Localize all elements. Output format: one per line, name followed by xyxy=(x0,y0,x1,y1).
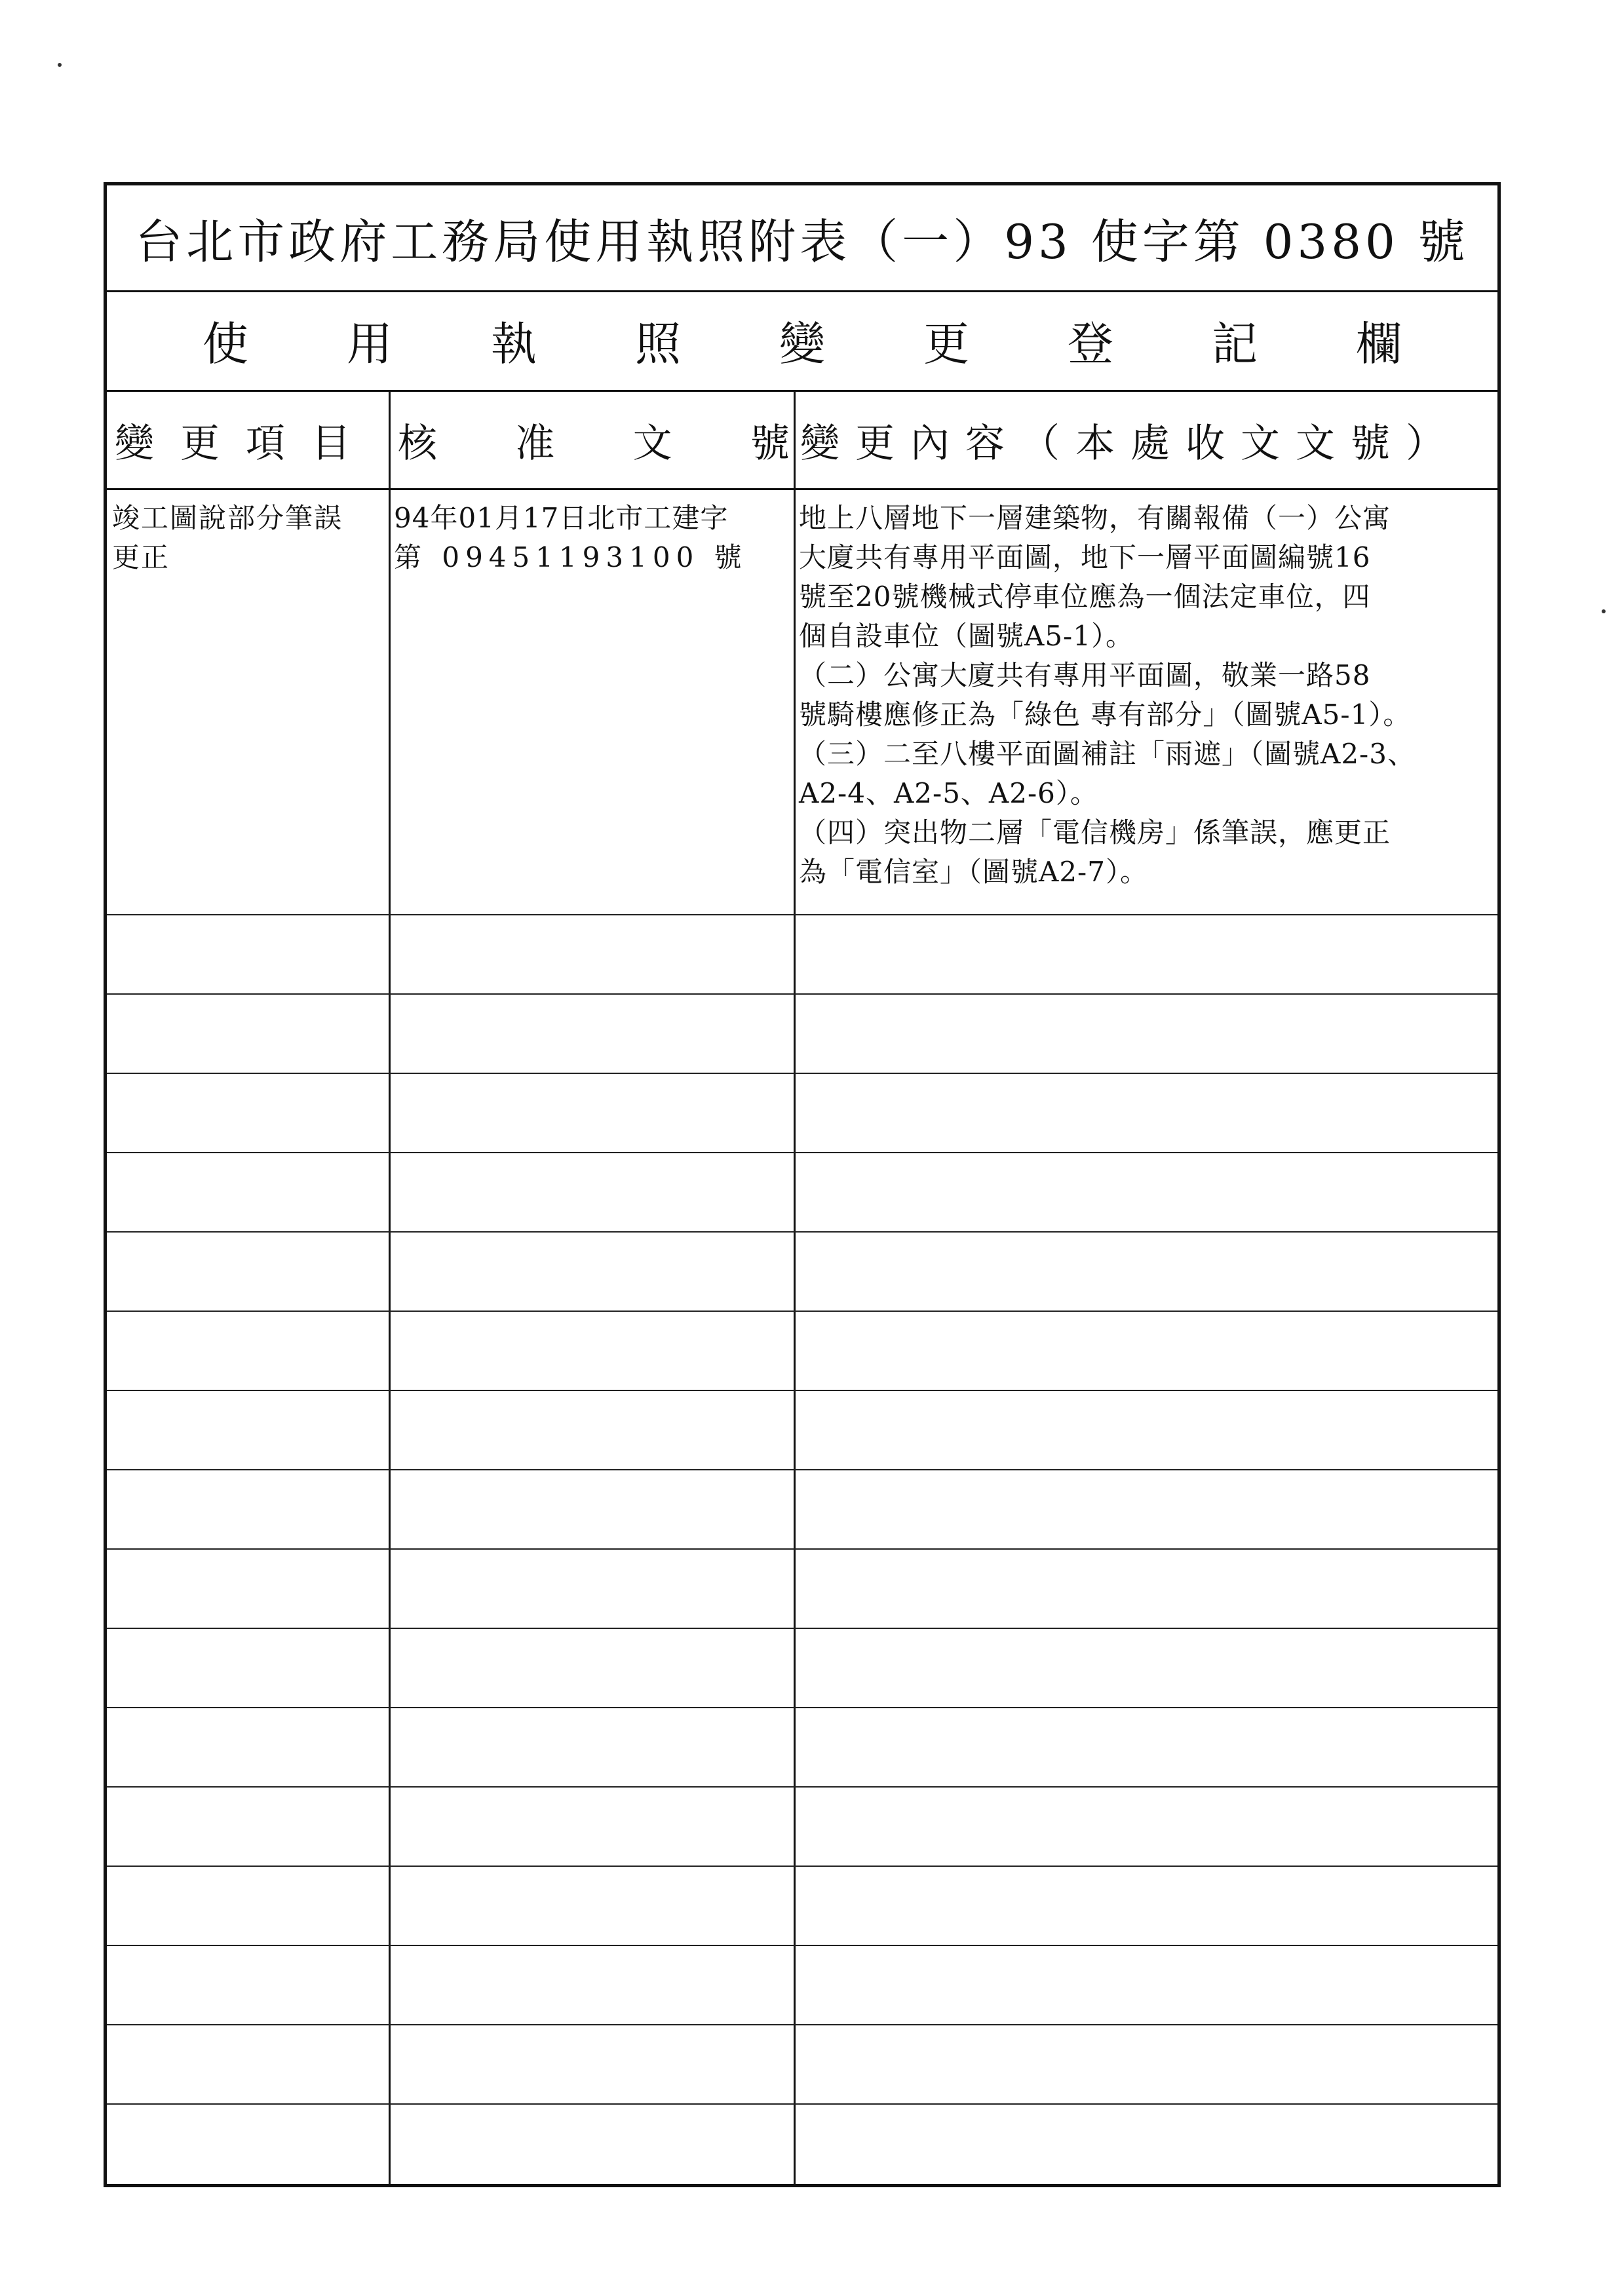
header-approval-char: 准 xyxy=(515,420,555,467)
scan-speck xyxy=(58,63,62,67)
text-line: 號至20號機械式停車位應為一個法定車位，四 xyxy=(799,581,1371,613)
form-subtitle: 使用執照變更登記欄 xyxy=(107,290,1497,392)
text-line: 為「電信室」（圖號A2-7）。 xyxy=(799,856,1148,888)
scan-speck xyxy=(1602,609,1606,613)
row-1-change-item xyxy=(112,499,387,577)
row-divider xyxy=(107,2024,1497,2025)
row-divider xyxy=(107,1152,1497,1153)
header-change-content: 變更內容（本處收文文號） xyxy=(795,392,1501,490)
text-line: 號騎樓應修正為「綠色 專有部分」（圖號A5-1）。 xyxy=(799,698,1412,731)
text-line: A2-4、A2-5、A2-6）。 xyxy=(799,777,1098,809)
row-divider xyxy=(107,1866,1497,1867)
header-change-item: 變更項目 xyxy=(107,392,390,490)
license-change-form xyxy=(104,182,1501,2187)
text-line: （四）突出物二層「電信機房」係筆誤，應更正 xyxy=(799,816,1391,849)
form-title: 台北市政府工務局使用執照附表（一）93 使字第 0380 號 xyxy=(107,185,1497,292)
row-divider xyxy=(107,1390,1497,1391)
row-divider xyxy=(107,1469,1497,1470)
row-divider xyxy=(107,1311,1497,1312)
header-approval-char: 號 xyxy=(750,420,790,467)
column-divider xyxy=(794,392,796,2184)
row-1-change-content xyxy=(799,499,1501,892)
header-approval-doc-number xyxy=(390,392,795,490)
row-divider xyxy=(107,1945,1497,1946)
column-divider xyxy=(389,392,391,2184)
text-line: （三）二至八樓平面圖補註「雨遮」（圖號A2-3、 xyxy=(799,738,1416,770)
row-divider xyxy=(107,1628,1497,1629)
text-line: 更正 xyxy=(112,541,170,573)
text-line: 大廈共有專用平面圖，地下一層平面圖編號16 xyxy=(799,541,1371,573)
row-divider xyxy=(107,993,1497,995)
header-approval-char: 文 xyxy=(632,420,672,467)
text-line: 第 09451193100 號 xyxy=(394,541,748,573)
row-1-approval-doc xyxy=(394,499,791,577)
text-line: 竣工圖說部分筆誤 xyxy=(112,502,343,534)
row-divider xyxy=(107,914,1497,915)
row-divider xyxy=(107,1786,1497,1788)
row-divider xyxy=(107,1548,1497,1550)
text-line: 個自設車位（圖號A5-1）。 xyxy=(799,620,1134,652)
row-divider xyxy=(107,2103,1497,2105)
text-line: 地上八層地下一層建築物，有關報備（一）公寓 xyxy=(799,502,1391,534)
text-line: 94年01月17日北市工建字 xyxy=(394,502,729,534)
header-approval-char: 核 xyxy=(398,420,437,467)
row-divider xyxy=(107,1231,1497,1233)
row-divider xyxy=(107,1073,1497,1074)
text-line: （二）公寓大廈共有專用平面圖，敬業一路58 xyxy=(799,659,1371,691)
row-divider xyxy=(107,1707,1497,1708)
